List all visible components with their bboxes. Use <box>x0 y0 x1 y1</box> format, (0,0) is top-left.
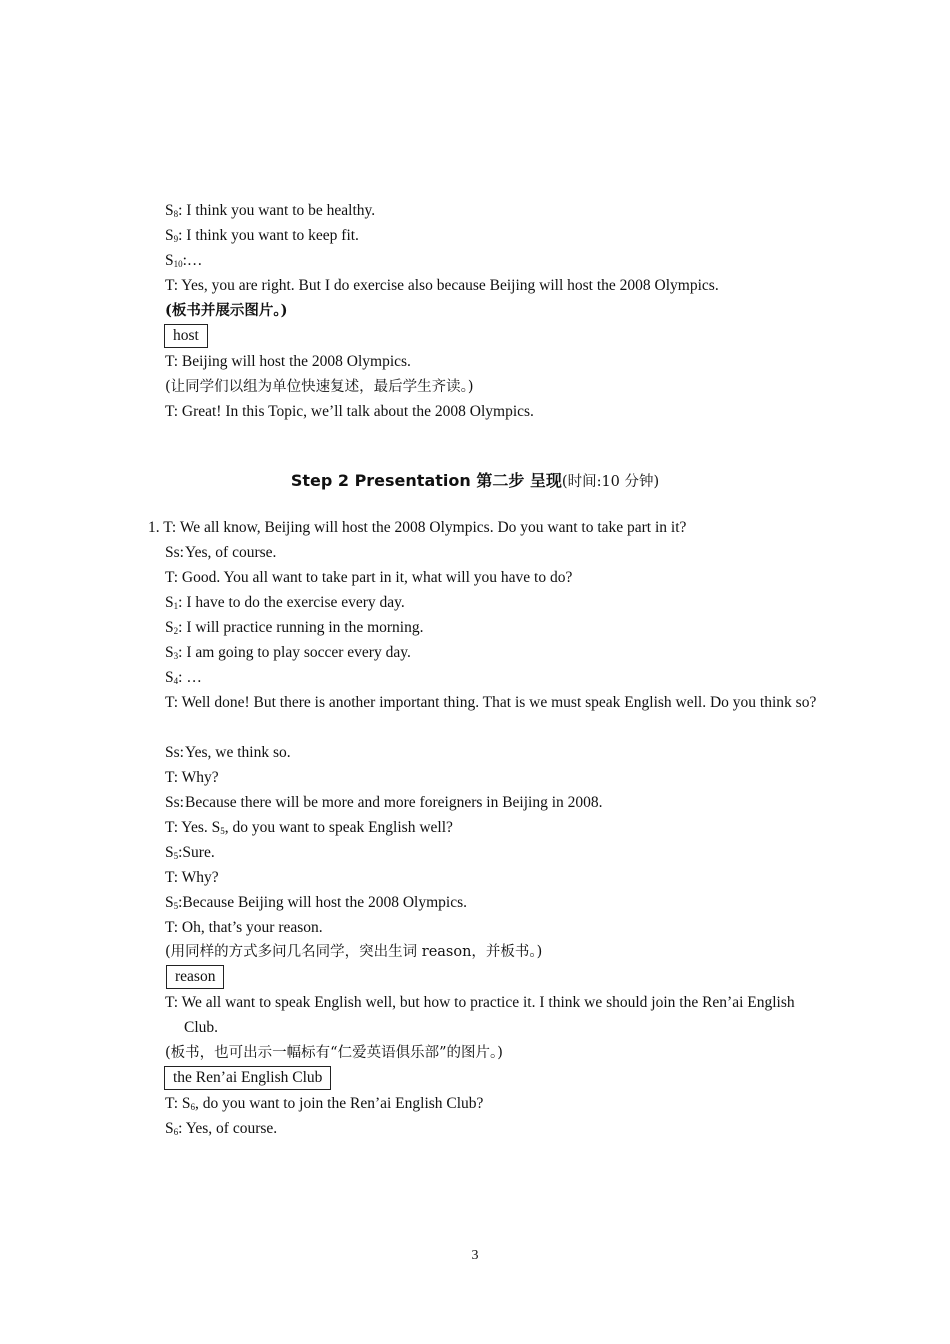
speaker-label: S <box>165 594 174 611</box>
line-text: :Sure. <box>178 844 215 861</box>
speaker-subscript: 6 <box>190 1102 195 1112</box>
dialogue-line-12 <box>165 818 453 841</box>
speaker-subscript: 5 <box>173 901 179 911</box>
dialogue-line-14: T: Why? <box>165 869 219 886</box>
line-text: : I think you want to be healthy. <box>178 202 376 219</box>
dialogue-line-13 <box>165 843 215 866</box>
speaker-label: S <box>165 1120 174 1137</box>
dialogue-line-1: 1. T: We all know, Beijing will host the 2008 Olympics. Do you want to take part in it? <box>148 519 687 536</box>
speaker-label: S <box>165 669 174 686</box>
dialogue-line-16: T: Oh, that’s your reason. <box>165 919 323 936</box>
speaker-subscript: 5 <box>173 851 179 861</box>
board-word-box: the Ren’ai English Club <box>164 1066 331 1090</box>
speaker-subscript: 1 <box>173 601 179 611</box>
speaker-label: S <box>165 202 174 219</box>
dialogue-line-3: T: Good. You all want to take part in it, what will you have to do? <box>165 569 573 586</box>
step-heading <box>0 470 950 493</box>
speaker-subscript: 3 <box>173 651 179 661</box>
board-word-box: host <box>164 324 208 348</box>
line-text: Because there will be more and more foreigners in Beijing in 2008. <box>185 794 603 811</box>
line-text: : I think you want to keep fit. <box>178 227 359 244</box>
board-word-box: reason <box>166 965 224 989</box>
line-text: Yes, of course. <box>185 544 277 561</box>
speaker-subscript: 9 <box>173 234 179 244</box>
dialogue-line-5: $S_2$: I will practice running in the morning. <box>165 619 424 636</box>
line-text: :… <box>182 252 203 269</box>
dialogue-line-s8 <box>165 201 375 224</box>
dialogue-line-18 <box>165 1094 483 1117</box>
speaker-label: S <box>165 894 174 911</box>
dialogue-line-15 <box>165 893 467 916</box>
dialogue-line-6: $S_3$: I am going to play soccer every day. <box>165 644 411 661</box>
speaker-label: Ss: <box>165 744 184 761</box>
line-prefix: T: Yes. S <box>165 819 221 836</box>
teacher-note: (用同样的方式多问几名同学，突出生词 reason，并板书。) <box>165 944 543 960</box>
speaker-label: Ss: <box>165 544 184 561</box>
speaker-label: Ss: <box>165 794 184 811</box>
speaker-label: S <box>165 619 174 636</box>
speaker-label: S <box>165 227 174 244</box>
line-text: : Yes, of course. <box>178 1120 278 1137</box>
dialogue-line-t3: T: Great! In this Topic, we’ll talk about the 2008 Olympics. <box>165 403 534 420</box>
line-text: , do you want to speak English well? <box>224 819 453 836</box>
line-text: Yes, we think so. <box>185 744 291 761</box>
line-text: I have to do the exercise every day. <box>186 594 405 611</box>
dialogue-line-9 <box>165 743 291 763</box>
speaker-label: S <box>165 844 174 861</box>
dialogue-line-8: T: Well done! But there is another important thing. That is we must speak English well. Do you think so? <box>165 694 817 711</box>
dialogue-line-s9 <box>165 226 359 249</box>
dialogue-line-7: $S_4$: … <box>165 669 202 686</box>
dialogue-line-4: $S_1$: I have to do the exercise every day. <box>165 594 405 611</box>
speaker-subscript: 2 <box>173 626 179 636</box>
page-number: 3 <box>471 1248 479 1263</box>
line-text: I will practice running in the morning. <box>186 619 424 636</box>
speaker-subscript: 8 <box>173 209 179 219</box>
speaker-subscript: 5 <box>220 826 225 836</box>
speaker-label: S <box>165 252 174 269</box>
dialogue-line-10: T: Why? <box>165 769 219 786</box>
speaker-subscript: 6 <box>173 1127 179 1137</box>
dialogue-line-s10 <box>165 251 202 274</box>
speaker-label: S <box>165 644 174 661</box>
line-text: :Because Beijing will host the 2008 Olympics. <box>178 894 467 911</box>
line-text: … <box>186 669 202 686</box>
dialogue-line-17: T: We all want to speak English well, but how to practice it. I think we should join the Ren’ai English Club. <box>165 994 795 1036</box>
dialogue-line-t2: T: Beijing will host the 2008 Olympics. <box>165 353 411 370</box>
speaker-subscript: 10 <box>173 259 183 269</box>
step-time: (时间:10 分钟) <box>561 474 660 490</box>
teacher-note: (板书，也可出示一幅标有“仁爱英语俱乐部”的图片。) <box>165 1045 503 1061</box>
teacher-note: (让同学们以组为单位快速复述，最后学生齐读。) <box>165 379 474 395</box>
line-prefix: T: S <box>165 1095 191 1112</box>
teacher-note: (板书并展示图片。) <box>165 302 288 319</box>
step-title: Step 2 Presentation 第二步 呈现 <box>290 471 562 490</box>
dialogue-line-11 <box>165 793 603 813</box>
dialogue-line-19 <box>165 1119 277 1142</box>
line-text: I am going to play soccer every day. <box>186 644 411 661</box>
dialogue-line-t1: T: Yes, you are right. But I do exercise also because Beijing will host the 2008 Olympics. <box>165 277 719 294</box>
line-text: , do you want to join the Ren’ai English Club? <box>195 1095 484 1112</box>
dialogue-line-2 <box>165 543 276 563</box>
speaker-subscript: 4 <box>173 676 179 686</box>
